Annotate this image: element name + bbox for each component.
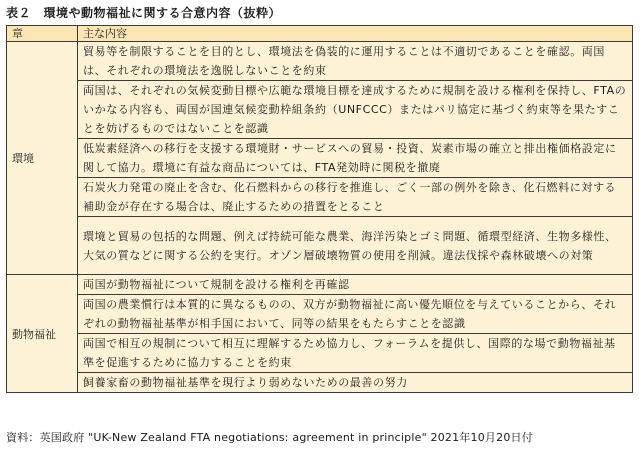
content-cell: 貿易等を制限することを目的とし、環境法を偽装的に運用することは不適切であることを確認。両国は、それぞれの環境法を逸脱しないことを約束 (78, 42, 633, 81)
table-row (7, 81, 633, 139)
content-cell: 両国で相互の規制について相互に理解するため協力し、フォーラムを提供し、国際的な場で動物福祉基準を促進するために協力することを約束 (78, 334, 633, 373)
table-row (7, 178, 633, 217)
table-caption: 表２ 環境や動物福祉に関する合意内容（抜粋） (6, 6, 282, 20)
table-row (7, 275, 633, 295)
table-row (7, 295, 633, 334)
content-cell: 石炭火力発電の廃止を含む、化石燃料からの移行を推進し、ごく一部の例外を除き、化石燃料に対する補助金が存在する場合は、廃止するための措置をとること (78, 178, 633, 217)
table-header-row (7, 26, 633, 42)
content-cell: 両国の農業慣行は本質的に異なるものの、双方が動物福祉に高い優先順位を与えていることから、それぞれの動物福祉基準が相手国において、同等の結果をもたらすことを認識 (78, 295, 633, 334)
header-chapter: 章 (7, 26, 78, 42)
table-row (7, 42, 633, 81)
content-cell: 環境と貿易の包括的な問題、例えば持続可能な農業、海洋汚染とゴミ問題、循環型経済、生物多様性、大気の質などに関する公約を実行。オゾン層破壊物質の使用を削減。違法伐採や森林破壊への対策 (78, 217, 633, 275)
table-row (7, 139, 633, 178)
content-cell: 両国は、それぞれの気候変動目標や広範な環境目標を達成するために規制を設ける権利を保持し、FTAのいかなる内容も、両国が国連気候変動枠組条約（UNFCCC）またはパリ協定に基づく約束等を果たすことを妨げるものではないことを認識 (78, 81, 633, 139)
chapter-animal-welfare: 動物福祉 (7, 275, 78, 393)
content-cell: 飼養家畜の動物福祉基準を現行より弱めないための最善の努力 (78, 373, 633, 393)
header-content: 主な内容 (78, 26, 633, 42)
content-cell: 低炭素経済への移行を支援する環境財・サービスへの貿易・投資、炭素市場の確立と排出権価格設定に関して協力。環境に有益な商品については、FTA発効時に関税を撤廃 (78, 139, 633, 178)
agreement-table (6, 25, 633, 393)
chapter-environment: 環境 (7, 42, 78, 275)
content-cell: 両国が動物福祉について規制を設ける権利を再確認 (78, 275, 633, 295)
source-note: 資料：英国政府 "UK-New Zealand FTA negotiations: agreement in principle" 2021年10月20日付 (6, 431, 533, 444)
table-row (7, 334, 633, 373)
table-row (7, 217, 633, 275)
table-row (7, 373, 633, 393)
